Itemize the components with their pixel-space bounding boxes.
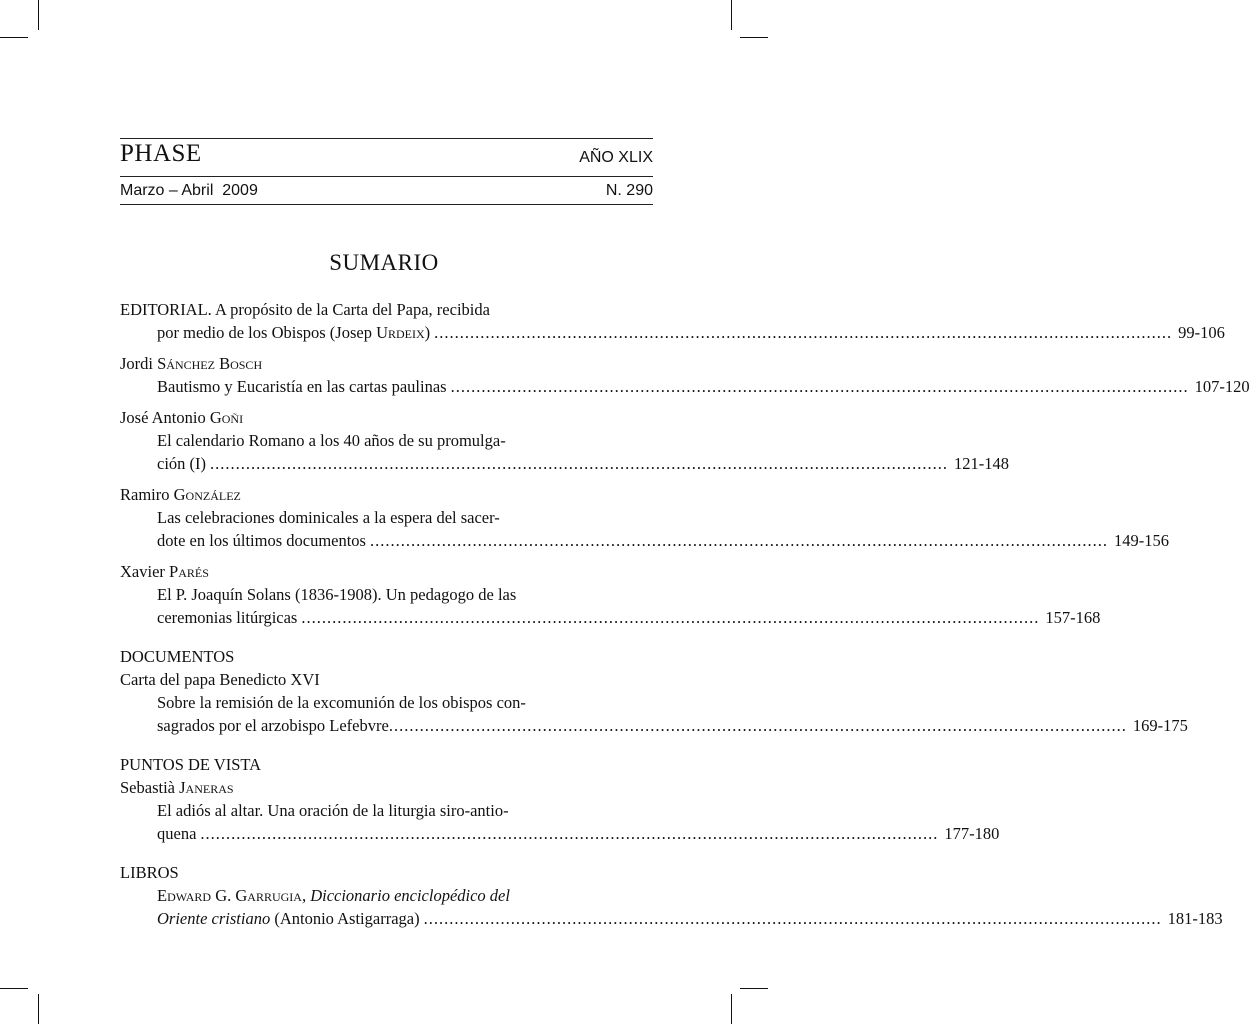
page-range: 149-156 <box>1113 531 1169 550</box>
entry-title: Sobre la remisión de la excomunión de los obispos con- <box>157 693 526 712</box>
entry-title-line <box>120 799 653 822</box>
entry-title-line <box>120 884 653 907</box>
entry-title-line <box>120 298 653 321</box>
entry-author: José Antonio Goñi <box>120 408 244 427</box>
entry-author: Carta del papa Benedicto XVI <box>120 670 320 689</box>
entry-title-line <box>120 375 1250 398</box>
dot-leader: ................................................................................................................................................ <box>369 531 1108 550</box>
bottom-rule <box>120 204 653 205</box>
section-heading: PUNTOS DE VISTA <box>120 755 262 774</box>
entry-author: Xavier Parés <box>120 562 209 581</box>
entry-title-line <box>120 321 1225 344</box>
crop-mark <box>740 988 768 989</box>
toc-section-documentos <box>120 645 1188 737</box>
entry-title: ceremonias litúrgicas <box>157 608 298 627</box>
page-range: 99-106 <box>1178 323 1225 342</box>
journal-title: PHASE <box>120 140 202 167</box>
entry-title-line <box>120 529 1169 552</box>
entry-title-line <box>120 506 653 529</box>
entry-title: dote en los últimos documentos <box>157 531 366 550</box>
page-range: 121-148 <box>954 454 1010 473</box>
entry-title: Oriente cristiano (Antonio Astigarraga) <box>157 909 420 928</box>
entry-title: EDITORIAL. A propósito de la Carta del Papa, recibida <box>120 300 490 319</box>
entry-title: quena <box>157 824 197 843</box>
section-heading: DOCUMENTOS <box>120 647 235 666</box>
issue-number: N. 290 <box>605 182 653 199</box>
entry-title-line <box>120 583 653 606</box>
crop-mark <box>740 37 768 38</box>
entry-author: Sebastià Janeras <box>120 778 234 797</box>
dot-leader: ................................................................................................................................................ <box>301 608 1040 627</box>
toc-entry <box>120 406 1010 475</box>
crop-mark <box>0 37 28 38</box>
entry-author: Jordi Sánchez Bosch <box>120 354 263 373</box>
table-of-contents <box>120 298 1250 938</box>
dot-leader: ................................................................................................................................................ <box>200 824 939 843</box>
entry-title: Bautismo y Eucaristía en las cartas paulinas <box>157 377 447 396</box>
section-heading: LIBROS <box>120 863 179 882</box>
top-rule <box>120 138 653 139</box>
entry-title-line <box>120 429 653 452</box>
journal-year: AÑO XLIX <box>579 149 653 166</box>
dot-leader: ................................................................................................................................................ <box>210 454 949 473</box>
toc-section-puntos-de-vista <box>120 753 1000 845</box>
dot-leader: ................................................................................................................................................ <box>388 716 1127 735</box>
entry-title-line <box>120 452 1010 475</box>
crop-mark <box>38 0 39 30</box>
dot-leader: ................................................................................................................................................ <box>450 377 1189 396</box>
page-range: 107-120 <box>1194 377 1250 396</box>
page-range: 169-175 <box>1132 716 1188 735</box>
entry-title: sagrados por el arzobispo Lefebvre <box>157 716 389 735</box>
entry-title: por medio de los Obispos (Josep Urdeix) <box>157 323 431 342</box>
crop-mark <box>38 994 39 1024</box>
entry-title-line <box>120 606 1101 629</box>
entry-title: ción (I) <box>157 454 207 473</box>
issue-date: Marzo – Abril 2009 <box>120 182 258 199</box>
page-range: 157-168 <box>1045 608 1101 627</box>
entry-title: Edward G. Garrugia, Diccionario enciclopédico del <box>157 886 510 905</box>
entry-title-line <box>120 691 653 714</box>
crop-mark <box>0 988 28 989</box>
entry-title: El calendario Romano a los 40 años de su promulga- <box>157 431 506 450</box>
entry-title-line <box>120 907 1223 930</box>
entry-author: Ramiro González <box>120 485 241 504</box>
page-range: 181-183 <box>1167 909 1223 928</box>
entry-title: Las celebraciones dominicales a la espera del sacer- <box>157 508 500 527</box>
toc-entry <box>120 483 1169 552</box>
toc-entry-editorial <box>120 298 1225 344</box>
dot-leader: ................................................................................................................................................ <box>423 909 1162 928</box>
entry-title-line <box>120 714 1188 737</box>
middle-rule <box>120 176 653 177</box>
toc-section-libros <box>120 861 1223 930</box>
page-title: SUMARIO <box>329 250 439 275</box>
entry-title: El P. Joaquín Solans (1836-1908). Un pedagogo de las <box>157 585 517 604</box>
toc-entry <box>120 560 1101 629</box>
entry-title: El adiós al altar. Una oración de la liturgia siro-antio- <box>157 801 509 820</box>
crop-mark <box>731 994 732 1024</box>
dot-leader: ................................................................................................................................................ <box>434 323 1173 342</box>
page-range: 177-180 <box>944 824 1000 843</box>
entry-title-line <box>120 822 1000 845</box>
crop-mark <box>731 0 732 30</box>
toc-entry <box>120 352 1250 398</box>
